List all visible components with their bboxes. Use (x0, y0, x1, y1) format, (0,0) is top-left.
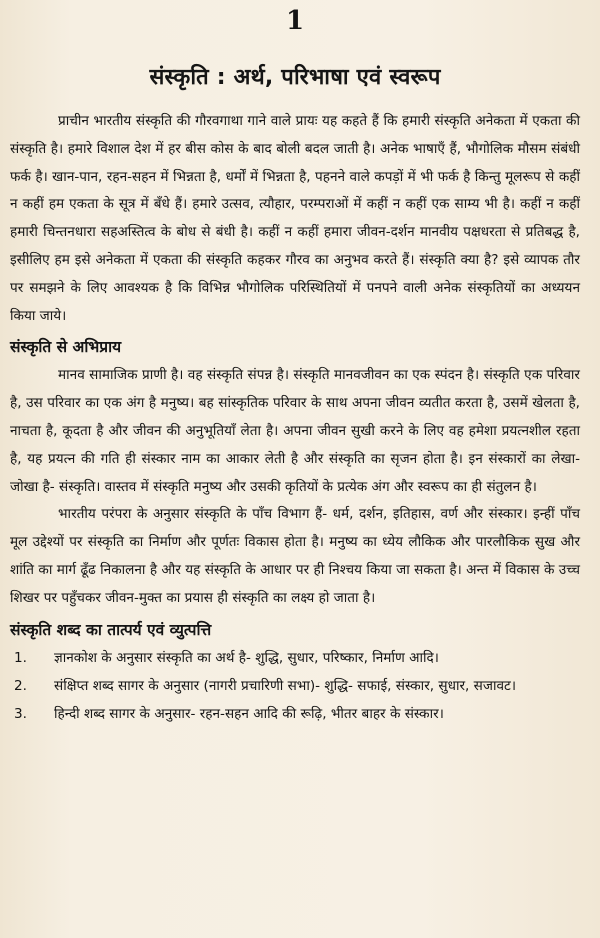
list-item-number: 1. (14, 649, 27, 666)
section1-paragraph-2: भारतीय परंपरा के अनुसार संस्कृति के पाँच विभाग हैं- धर्म, दर्शन, इतिहास, वर्ण और संस्कार। इन्हीं पाँच मूल उद्देश्यों पर संस्कृति का निर्माण और पूर्णतः विकास होता है। मनुष्य का ध्येय लौकिक और पारलौकिक सुख और शांति का मार्ग ढूँढ निकालना है और यह संस्कृति के आधार पर ही निश्चय किया जा सकता है। अन्त में विकास के उच्च शिखर पर पहुँचकर जीवन-मुक्त का प्रयास ही संस्कृति का लक्ष्य हो जाता है। (10, 506, 580, 606)
section-heading-meaning: संस्कृति से अभिप्राय (10, 338, 122, 357)
list-item (10, 703, 580, 725)
list-item-text: संक्षिप्त शब्द सागर के अनुसार (नागरी प्रचारिणी सभा)- शुद्धि- सफाई, संस्कार, सुधार, सजावट। (54, 677, 517, 694)
list-item (10, 647, 580, 669)
chapter-title: संस्कृति : अर्थ, परिभाषा एवं स्वरूप (149, 65, 441, 90)
definition-list (10, 647, 580, 725)
list-item-text: ज्ञानकोश के अनुसार संस्कृति का अर्थ है- शुद्धि, सुधार, परिष्कार, निर्माण आदि। (54, 649, 439, 666)
list-item-number: 2. (14, 677, 27, 694)
chapter-number: 1 (285, 6, 305, 36)
section1-paragraph-1: मानव सामाजिक प्राणी है। वह संस्कृति संपन्न है। संस्कृति मानवजीवन का एक स्पंदन है। संस्कृति एक परिवार है, उस परिवार का एक अंग है मनुष्य। बह सांस्कृतिक परिवार के साथ अपना जीवन व्यतीत करता है, उसमें खेलता है, नाचता है, कूदता है और जीवन की अनुभूतियाँ लेता है। अपना जीवन सुखी करने के लिए वह हमेशा प्रयत्नशील रहता है, यह प्रयत्न की गति ही संस्कार नाम का आकार लेती है और संस्कृति का सृजन होता है। इन संस्कारों का लेखा-जोखा है- संस्कृति। वास्तव में संस्कृति मनुष्य और उसकी कृतियों के प्रत्येक अंग और स्वरूप का ही संतुलन है। (10, 367, 580, 495)
intro-paragraph: प्राचीन भारतीय संस्कृति की गौरवगाथा गाने वाले प्रायः यह कहते हैं कि हमारी संस्कृति अनेकता में एकता की संस्कृति है। हमारे विशाल देश में हर बीस कोस के बाद बोली बदल जाती है। अनेक भाषाएँ हैं, भौगोलिक मौसम संबंधी फर्क है। खान-पान, रहन-सहन में भिन्नता है, धर्मों में भिन्नता है, पहनने वाले कपड़ों में भी फर्क है किन्तु मूलरूप से कहीं न कहीं हम एकता के सूत्र में बँधे हैं। हमारे उत्सव, त्यौहार, परम्पराओं में कहीं न कहीं एक साम्य भी है। कहीं न कहीं हमारी चिन्तनधारा सहअस्तित्व के बोध से बंधी है। कहीं न कहीं हमारा जीवन-दर्शन मानवीय पक्षधरता से प्रतिबद्ध है, इसीलिए हम इसे अनेकता में एकता की संस्कृति कहकर गौरव का अनुभव करते हैं। संस्कृति क्या है? इसे व्यापक तौर पर समझने के लिए आवश्यक है कि विभिन्न भौगोलिक परिस्थितियों में पनपने वाली अनेक संस्कृतियों का अध्ययन किया जाये। (10, 113, 580, 324)
list-item-number: 3. (14, 705, 27, 722)
list-item-text: हिन्दी शब्द सागर के अनुसार- रहन-सहन आदि की रूढ़ि, भीतर बाहर के संस्कार। (54, 705, 444, 722)
list-item (10, 675, 580, 697)
section-heading-etymology: संस्कृति शब्द का तात्पर्य एवं व्युत्पत्ति (10, 620, 212, 639)
